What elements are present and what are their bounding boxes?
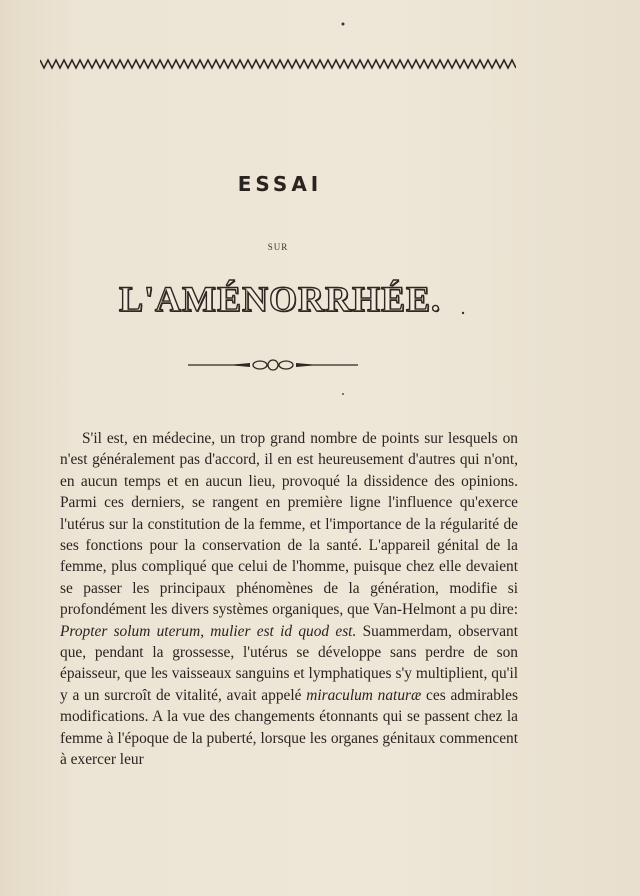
- latin-term: miraculum naturæ: [306, 686, 422, 704]
- paragraph-text: ces admirables modifications. A la vue des changements étonnants qui se passent chez la femme à l'époque de la puberté, lorsque les organes génitaux commencent à exercer leur: [60, 686, 518, 769]
- paragraph-text: Suammerdam, observant que, pendant la grossesse, l'utérus se développe sans perdre de son épaisseur, que les vaisseaux sanguins et lymphatiques s'y multiplient, qu'il y a un surcroît de vitalité, avait appelé: [60, 622, 518, 704]
- page-subtitle: L'AMÉNORRHÉE.: [118, 279, 442, 319]
- paragraph: [60, 428, 518, 771]
- decorative-border: [40, 54, 516, 72]
- ornament-divider: [188, 358, 358, 372]
- page-title: ESSAI: [237, 172, 323, 196]
- paragraph-text: S'il est, en médecine, un trop grand nombre de points sur lesquels on n'est généralement pas d'accord, il en est heureusement d'autres qui n'ont, en aucun temps et en aucun lieu, provoqué la dissidence des opinions. Parmi ces derniers, se rangent en première ligne l'influence qu'exerce l'utérus sur la constitution de la femme, et l'importance de la régularité de ses fonctions pour la conservation de la santé. L'appareil génital de la femme, plus compliqué que celui de l'homme, puisque chez elle devaient se passer les principaux phénomènes de la génération, modifie si profondément les divers systèmes organiques, que Van-Helmont a pu dire:: [60, 430, 518, 619]
- title-preposition: SUR: [267, 242, 289, 252]
- latin-quote: Propter solum uterum, mulier est id quod est.: [60, 622, 357, 640]
- body-text: [60, 428, 518, 771]
